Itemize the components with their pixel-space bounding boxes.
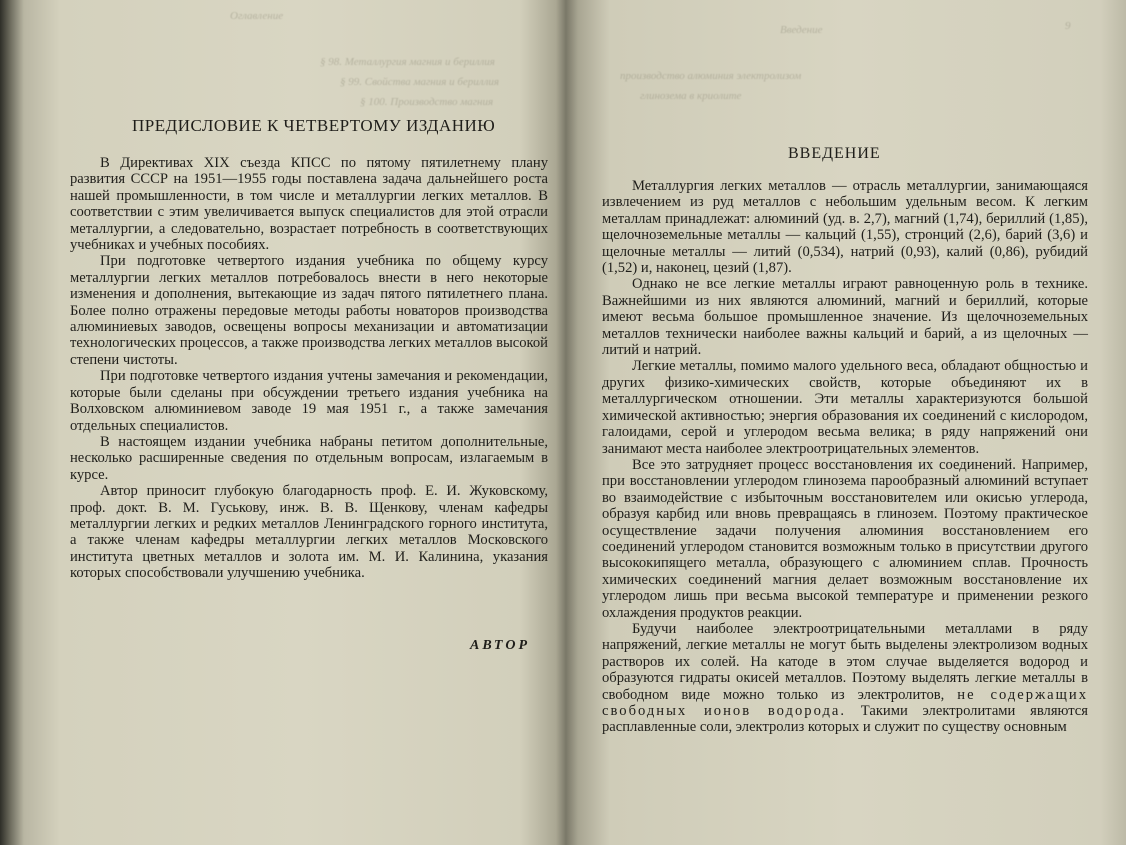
paragraph: В Директивах XIX съезда КПСС по пятому пятилетнему плану развития СССР на 1951—1955 годы поставлена задача дальнейшего роста нашей промышленности, в том числе и металлургии легких металлов. В соответствии с этим увеличивается выпуск специалистов для этой отрасли металлургии, а следовательно, возрастает потребность в соответствующих учебниках и учебных пособиях. (70, 155, 548, 254)
paragraph: В настоящем издании учебника набраны петитом дополнительные, несколько расширенные сведения по отдельным вопросам, излагаемым в курсе. (70, 433, 548, 483)
paragraph-text: Будучи наиболее электроотрицательными металлами в ряду напряжений, легкие металлы не могут быть выделены электролизом водных растворов их солей. На катоде в этом случае выделяется водород и образуются гидраты окисей металлов. Поэтому выделять легкие металлы в свободном виде можно только из электролитов, (602, 620, 1088, 703)
bleed-through-text: § 100. Производство магния (360, 96, 494, 108)
paragraph: При подготовке четвертого издания учебника по общему курсу металлургии легких металлов потребовалось внести в него некоторые изменения и дополнения, вытекающие из задач пятого пятилетнего плана. Более полно отражены передовые методы работы новаторов производства алюминиевых заводов, освещены вопросы механизации и автоматизации технологических процессов, а также производства легких металлов высокой степени чистоты. (70, 253, 548, 368)
bleed-through-page-number: 9 (1065, 20, 1071, 32)
author-signature: АВТОР (470, 638, 531, 653)
paragraph: Однако не все легкие металлы играют равноценную роль в технике. Важнейшими из них являются алюминий, магний и бериллий, которые имеют весьма большое промышленное значение. Из щелочноземельных металлов технически наиболее важны кальций и барий, а из щелочных — литий и натрий. (602, 276, 1088, 359)
paragraph: Металлургия легких металлов — отрасль металлургии, занимающаяся извлечением из руд металлов с небольшим удельным весом. К легким металлам принадлежат: алюминий (уд. в. 2,7), магний (1,74), бериллий (1,85), щелочноземельные металлы — кальций (1,55), стронций (2,6), барий (3,6) и щелочные металлы — литий (0,534), натрий (0,93), калий (0,86), рубидий (1,52) и, наконец, цезий (1,87). (602, 178, 1088, 277)
paragraph-text: Такими электролитами являются расплавленные соли, электролиз которых и служит по существу основным (602, 703, 1088, 736)
paragraph: Легкие металлы, помимо малого удельного веса, обладают общностью и других физико-химических свойств, которые объединяют их в металлургическом отношении. Эти металлы характеризуются большой химической активностью; энергия образования их соединений с кислородом, галоидами, серой и углеродом весьма велика; в ряду напряжений они занимают места наиболее электроотрицательных элементов. (602, 358, 1088, 457)
preface-text (70, 155, 548, 582)
bleed-through-text: § 99. Свойства магния и бериллия (340, 76, 499, 88)
paragraph: При подготовке четвертого издания учтены замечания и рекомендации, которые были сделаны при обсуждении третьего издания учебника на Волховском алюминиевом заводе 19 мая 1951 г., а также замечания отдельных специалистов. (70, 368, 548, 434)
bleed-through-text: производство алюминия электролизом (620, 70, 802, 82)
bleed-through-text: Оглавление (230, 10, 284, 22)
paragraph (602, 621, 1088, 736)
bleed-through-text: Введение (780, 24, 823, 36)
introduction-text (602, 178, 1088, 736)
paragraph: Все это затрудняет процесс восстановления их соединений. Например, при восстановлении углеродом глинозема парообразный алюминий вступает во взаимодействие с избыточным восстановителем или окисью углерода, образуя карбид или вновь превращаясь в глинозем. Поэтому практическое осуществление задачи получения алюминия восстановлением его соединений углеродом становится возможным только в присутствии другого высококипящего металла, образующего с алюминием сплав. Прочность химических соединений магния делает возможным восстановление их углеродом лишь при весьма высокой температуре и применении резкого охлаждения продуктов реакции. (602, 456, 1088, 621)
bleed-through-text: глинозема в криолите (640, 90, 742, 102)
emphasized-text: не содержащих свободных ионов водорода. (602, 686, 1088, 719)
page-title: ПРЕДИСЛОВИЕ К ЧЕТВЕРТОМУ ИЗДАНИЮ (132, 116, 496, 135)
paragraph: Автор приносит глубокую благодарность проф. Е. И. Жуковскому, проф. докт. В. М. Гуськову, инж. В. В. Щенкову, членам кафедры металлургии легких и редких металлов Ленинградского горного института, а также членам кафедры металлургии легких металлов Московского института цветных металлов и золота им. М. И. Калинина, указания которых способствовали улучшению учебника. (70, 483, 548, 582)
page-title: ВВЕДЕНИЕ (788, 145, 881, 162)
bleed-through-text: § 98. Металлургия магния и бериллия (320, 56, 495, 68)
